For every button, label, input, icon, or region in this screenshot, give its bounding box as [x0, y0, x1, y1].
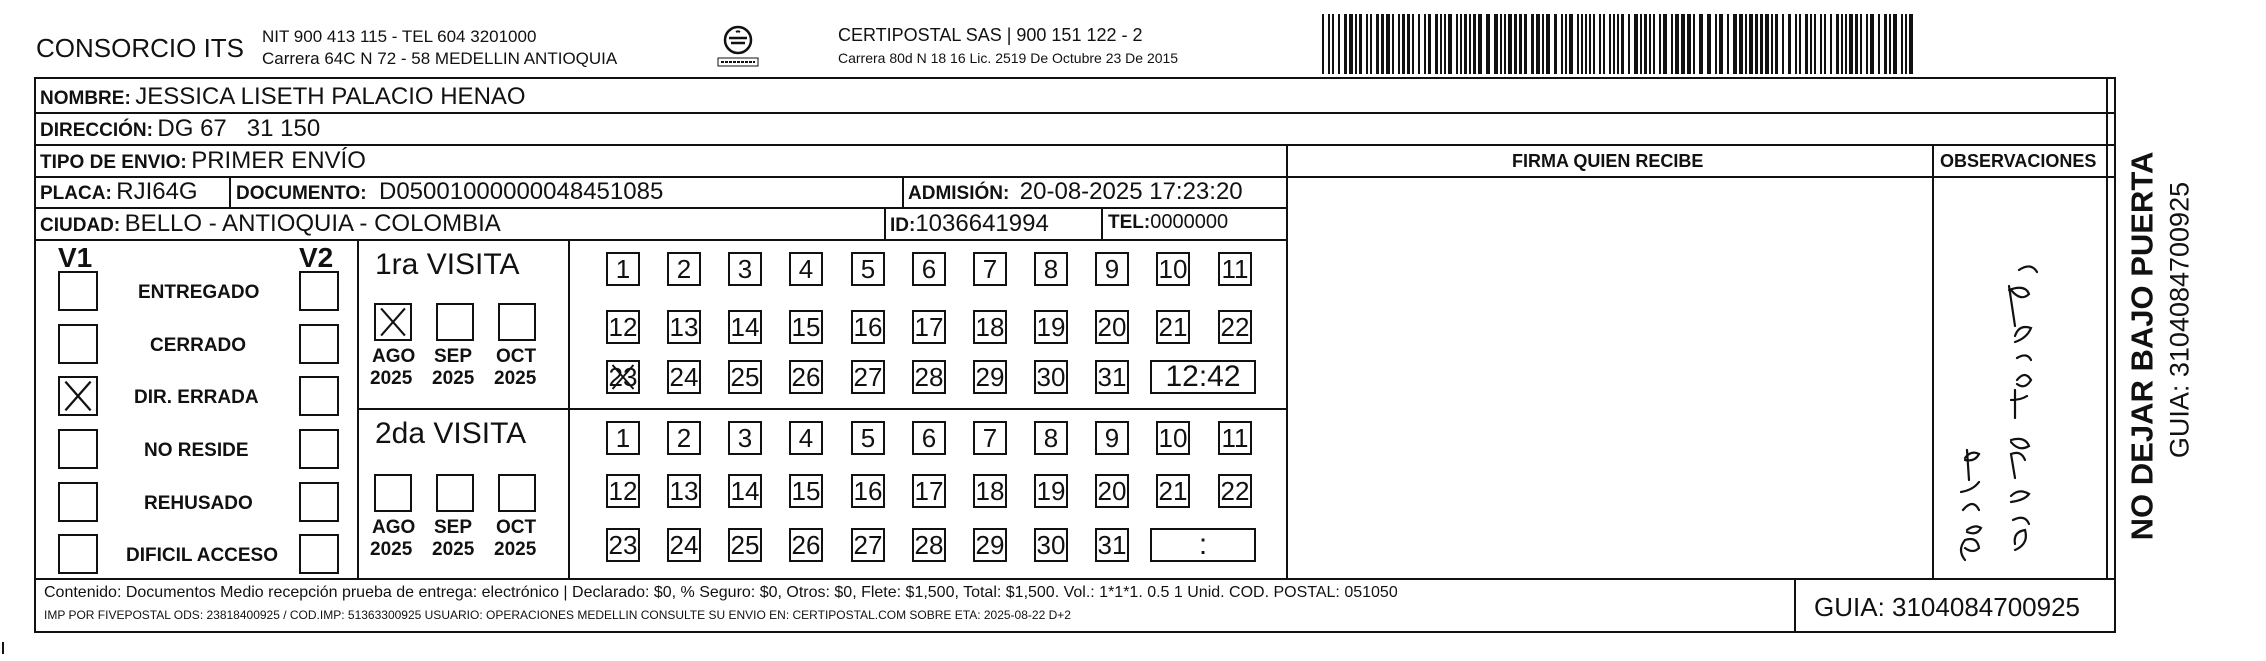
visit1-day-box[interactable]: 22	[1218, 310, 1252, 344]
v2-checkbox[interactable]	[299, 271, 339, 311]
type-row	[40, 149, 366, 173]
visit2-day-box[interactable]: 9	[1095, 421, 1129, 455]
v2-checkbox[interactable]	[299, 534, 339, 574]
visit2-day-box[interactable]: 4	[789, 421, 823, 455]
observations-handwriting	[1945, 230, 2095, 570]
visit1-title: 1ra VISITA	[375, 248, 520, 281]
visit2-day-box[interactable]: 13	[667, 474, 701, 508]
visit2-day-box[interactable]: 18	[973, 474, 1007, 508]
tel-value: 0000000	[1150, 211, 1229, 233]
city-value: BELLO - ANTIOQUIA - COLOMBIA	[124, 210, 501, 237]
address-row	[40, 117, 320, 141]
visit2-day-box[interactable]: 5	[851, 421, 885, 455]
status-label: DIFICIL ACCESO	[126, 545, 279, 566]
plate-field	[40, 180, 198, 204]
plate-label: PLACA:	[40, 183, 112, 204]
visit1-day-box[interactable]: 4	[789, 252, 823, 286]
v1-checkbox[interactable]	[58, 534, 98, 574]
visit1-day-box[interactable]: 21	[1156, 310, 1190, 344]
visit1-day-box[interactable]: 6	[912, 252, 946, 286]
visit1-day-box[interactable]: 12	[606, 310, 640, 344]
visit1-day-box[interactable]: 25	[728, 360, 762, 394]
type-value: PRIMER ENVÍO	[191, 147, 366, 174]
visit1-month-label: AGO	[372, 346, 416, 367]
visit1-day-box[interactable]: 19	[1034, 310, 1068, 344]
status-label: CERRADO	[150, 335, 247, 356]
visit1-day-box[interactable]: 18	[973, 310, 1007, 344]
name-label: NOMBRE:	[40, 88, 131, 109]
name-value: JESSICA LISETH PALACIO HENAO	[135, 83, 526, 110]
visit2-day-box[interactable]: 25	[728, 528, 762, 562]
carrier-line-2: Carrera 80d N 18 16 Lic. 2519 De Octubre 23 De 2015	[838, 50, 1179, 66]
visit1-month-checkbox[interactable]	[374, 303, 412, 341]
status-label: NO RESIDE	[144, 440, 249, 461]
visit1-day-box[interactable]: 3	[728, 252, 762, 286]
visit1-day-box[interactable]: 14	[728, 310, 762, 344]
id-label: ID:	[890, 215, 916, 236]
tel-label: TEL:	[1108, 212, 1151, 233]
visit2-day-box[interactable]: 29	[973, 528, 1007, 562]
company-name: CONSORCIO ITS	[36, 33, 245, 63]
address-label: DIRECCIÓN:	[40, 120, 153, 141]
id-value: 1036641994	[915, 210, 1049, 237]
visit2-day-box[interactable]: 14	[728, 474, 762, 508]
imp-line: IMP POR FIVEPOSTAL ODS: 23818400925 / COD.IMP: 51363300925 USUARIO: OPERACIONES MEDELLIN CONSULTE SU ENVIO EN: CERTIPOSTAL.COM SOBRE ETA: 2025-08-22 D+2	[44, 608, 1071, 622]
visit1-day-box[interactable]: 27	[851, 360, 885, 394]
observations-header: OBSERVACIONES	[1940, 151, 2097, 171]
visit1-day-box[interactable]: 2	[667, 252, 701, 286]
visit1-day-box[interactable]: 16	[851, 310, 885, 344]
visit2-day-box[interactable]: 23	[606, 528, 640, 562]
visit1-day-box[interactable]: 7	[973, 252, 1007, 286]
visit2-day-box[interactable]: 22	[1218, 474, 1252, 508]
visit2-day-box[interactable]: 10	[1156, 421, 1190, 455]
company-line-2: Carrera 64C N 72 - 58 MEDELLIN ANTIOQUIA	[262, 49, 618, 68]
visit1-day-box[interactable]: 5	[851, 252, 885, 286]
visit1-month-label: OCT	[496, 346, 537, 367]
visit1-time-box[interactable]: 12:42	[1150, 360, 1256, 394]
visit1-month-label: SEP	[434, 346, 473, 367]
document-label: DOCUMENTO:	[236, 183, 367, 204]
footer-guia: GUIA: 3104084700925	[1814, 592, 2080, 622]
v1-header: V1	[58, 242, 93, 273]
visit1-day-box[interactable]: 8	[1034, 252, 1068, 286]
certipostal-logo	[716, 24, 760, 70]
v1-checkbox[interactable]	[58, 482, 98, 522]
visit1-day-box[interactable]: 11	[1218, 252, 1252, 286]
visit1-day-box[interactable]: 13	[667, 310, 701, 344]
visit2-year-label: 2025	[370, 539, 413, 560]
status-label: REHUSADO	[144, 493, 253, 514]
visit2-month-checkbox[interactable]	[374, 474, 412, 512]
visit2-day-box[interactable]: 2	[667, 421, 701, 455]
document-value: D05001000000048451085	[379, 178, 664, 205]
status-label: DIR. ERRADA	[134, 387, 259, 408]
v2-checkbox[interactable]	[299, 376, 339, 416]
v2-header: V2	[299, 242, 334, 273]
visit2-day-box[interactable]: 8	[1034, 421, 1068, 455]
signature-header: FIRMA QUIEN RECIBE	[1512, 151, 1704, 171]
content-line: Contenido: Documentos Medio recepción prueba de entrega: electrónico | Declarado: $0, % Seguro: $0, Otros: $0, Flete: $1,500, Total: $1,500. Vol.: 1*1*1. 0.5 1 Unid. COD. POSTAL: 051050	[44, 584, 1398, 601]
company-line-1: NIT 900 413 115 - TEL 604 3201000	[262, 27, 537, 46]
admission-field	[908, 180, 1243, 204]
admission-label: ADMISIÓN:	[908, 183, 1010, 204]
visit1-day-box[interactable]: 24	[667, 360, 701, 394]
v1-checkbox[interactable]	[58, 324, 98, 364]
visit2-month-label: AGO	[372, 517, 416, 538]
v2-checkbox[interactable]	[299, 482, 339, 522]
visit2-time-box[interactable]: :	[1150, 528, 1256, 562]
visit2-month-checkbox[interactable]	[436, 474, 474, 512]
tel-field	[1108, 212, 1228, 232]
visit2-day-box[interactable]: 30	[1034, 528, 1068, 562]
visit1-day-box[interactable]: 31	[1095, 360, 1129, 394]
visit1-day-box[interactable]: 9	[1095, 252, 1129, 286]
visit2-day-box[interactable]: 17	[912, 474, 946, 508]
visit2-day-box[interactable]: 1	[606, 421, 640, 455]
status-label: ENTREGADO	[138, 282, 260, 303]
visit1-month-checkbox[interactable]	[498, 303, 536, 341]
document-field	[236, 180, 663, 204]
plate-value: RJI64G	[116, 178, 198, 205]
visit1-day-box[interactable]: 30	[1034, 360, 1068, 394]
no-dejar-bajo-puerta: NO DEJAR BAJO PUERTA	[2124, 151, 2160, 541]
visit2-month-label: OCT	[496, 517, 537, 538]
type-label: TIPO DE ENVIO:	[40, 152, 187, 173]
visit2-day-box[interactable]: 24	[667, 528, 701, 562]
v2-checkbox[interactable]	[299, 429, 339, 469]
v1-checkbox[interactable]	[58, 376, 98, 416]
visit2-day-box[interactable]: 11	[1218, 421, 1252, 455]
visit2-day-box[interactable]: 20	[1095, 474, 1129, 508]
city-label: CIUDAD:	[40, 215, 121, 236]
visit2-day-box[interactable]: 27	[851, 528, 885, 562]
visit1-day-box[interactable]: 20	[1095, 310, 1129, 344]
visit2-day-box[interactable]: 15	[789, 474, 823, 508]
visit1-day-box[interactable]: 26	[789, 360, 823, 394]
visit2-day-box[interactable]: 16	[851, 474, 885, 508]
visit1-month-checkbox[interactable]	[436, 303, 474, 341]
visit2-day-box[interactable]: 12	[606, 474, 640, 508]
visit2-day-box[interactable]: 31	[1095, 528, 1129, 562]
visit1-day-box[interactable]: 1	[606, 252, 640, 286]
address-value: DG 67 31 150	[157, 115, 321, 142]
visit1-day-box[interactable]: 28	[912, 360, 946, 394]
id-field	[890, 212, 1049, 236]
visit2-year-label: 2025	[432, 539, 475, 560]
v1-checkbox[interactable]	[58, 429, 98, 469]
visit1-day-box[interactable]: 29	[973, 360, 1007, 394]
visit1-day-box[interactable]: 10	[1156, 252, 1190, 286]
visit1-year-label: 2025	[370, 368, 413, 389]
visit2-month-label: SEP	[434, 517, 473, 538]
admission-value: 20-08-2025 17:23:20	[1019, 178, 1243, 205]
visit1-day-box[interactable]: 17	[912, 310, 946, 344]
visit2-day-box[interactable]: 6	[912, 421, 946, 455]
visit2-day-box[interactable]: 7	[973, 421, 1007, 455]
visit1-year-label: 2025	[432, 368, 475, 389]
corner-mark	[2, 642, 14, 654]
carrier-line-1: CERTIPOSTAL SAS | 900 151 122 - 2	[838, 25, 1143, 45]
name-row	[40, 85, 526, 109]
visit2-day-box[interactable]: 26	[789, 528, 823, 562]
visit2-title: 2da VISITA	[375, 417, 527, 450]
city-field	[40, 212, 501, 236]
visit1-day-box[interactable]: 15	[789, 310, 823, 344]
barcode	[1322, 14, 1916, 74]
visit2-day-box[interactable]: 19	[1034, 474, 1068, 508]
side-guia: GUIA: 3104084700925	[2164, 181, 2195, 459]
visit2-year-label: 2025	[494, 539, 537, 560]
visit2-day-box[interactable]: 3	[728, 421, 762, 455]
visit1-day-box[interactable]: 23	[606, 360, 640, 394]
visit2-day-box[interactable]: 21	[1156, 474, 1190, 508]
v2-checkbox[interactable]	[299, 324, 339, 364]
v1-checkbox[interactable]	[58, 271, 98, 311]
visit2-day-box[interactable]: 28	[912, 528, 946, 562]
visit2-month-checkbox[interactable]	[498, 474, 536, 512]
visit1-year-label: 2025	[494, 368, 537, 389]
